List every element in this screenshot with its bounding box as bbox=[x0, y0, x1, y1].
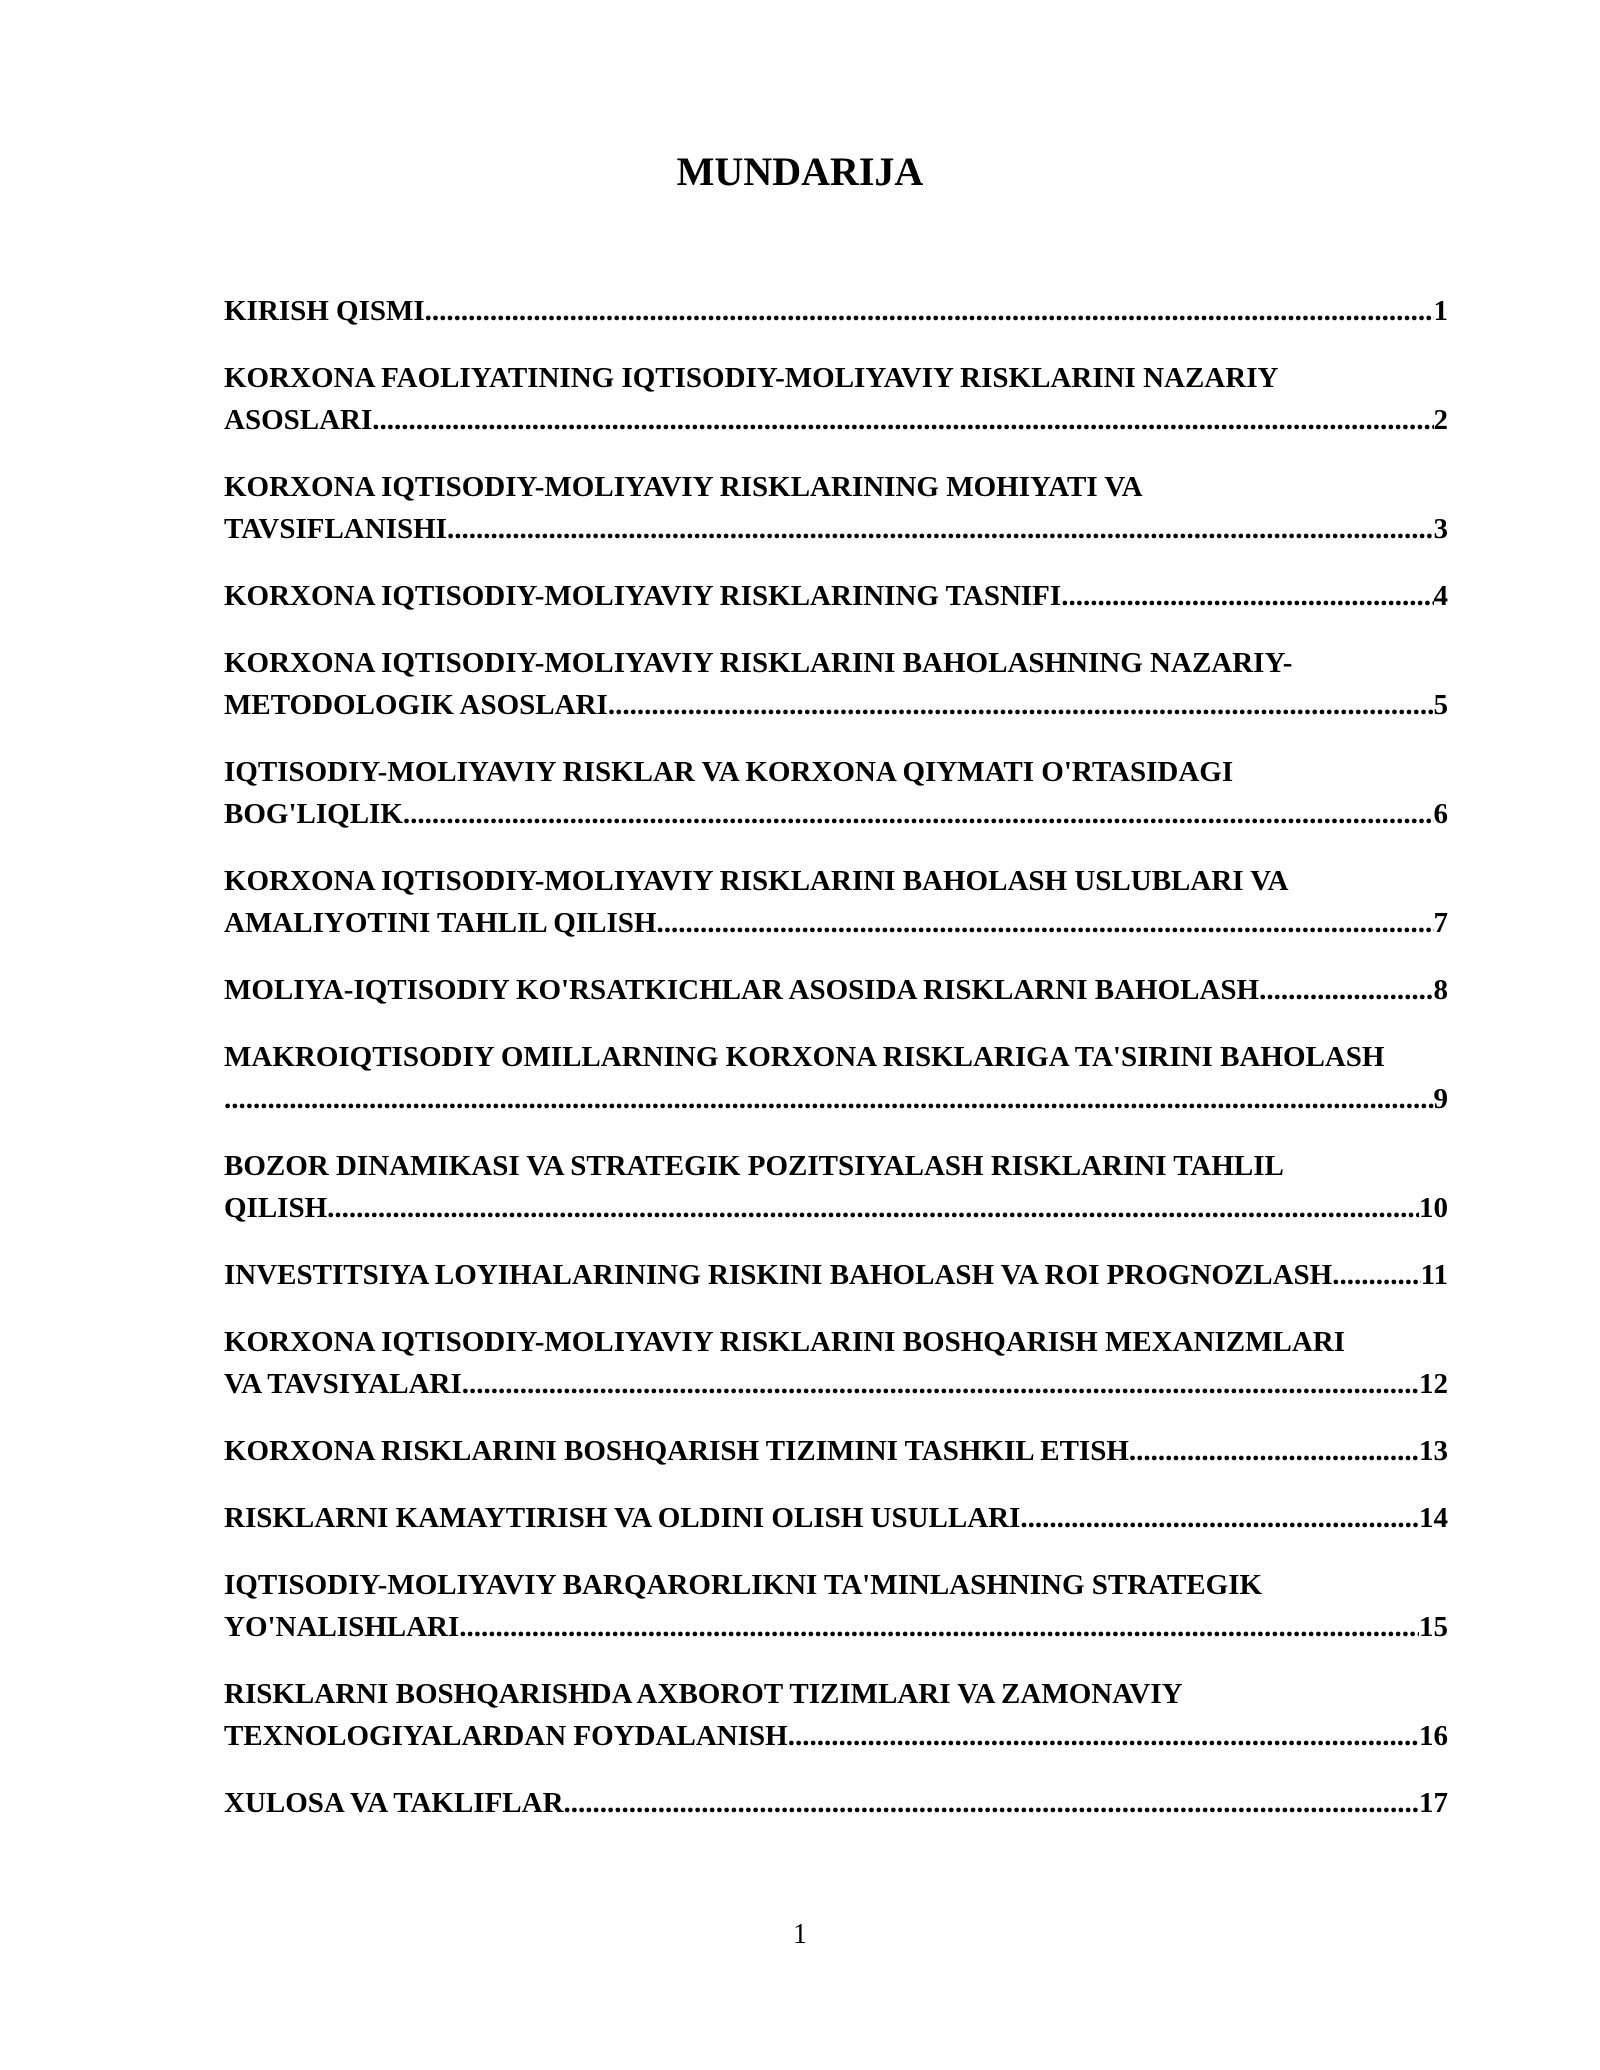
toc-page-number: 6 bbox=[1433, 798, 1448, 830]
toc-entry-last-line bbox=[224, 1187, 1448, 1229]
toc-entry[interactable] bbox=[224, 860, 1448, 944]
toc-entry-title: RISKLARNI KAMAYTIRISH VA OLDINI OLISH USULLARI bbox=[224, 1502, 1021, 1534]
toc-entry-title: KIRISH QISMI bbox=[224, 295, 425, 327]
toc-dot-leader bbox=[327, 1187, 1419, 1229]
toc-entry[interactable] bbox=[224, 642, 1448, 726]
toc-entry-last-line bbox=[224, 1606, 1448, 1648]
toc-entry-title-line: KORXONA IQTISODIY-MOLIYAVIY RISKLARINING MOHIYATI VA bbox=[224, 471, 1143, 503]
toc-page-number: 11 bbox=[1420, 1259, 1448, 1291]
toc-entry-title-line: MAKROIQTISODIY OMILLARNING KORXONA RISKLARIGA TA'SIRINI BAHOLASH bbox=[224, 1041, 1385, 1073]
toc-page-number: 5 bbox=[1433, 689, 1448, 721]
toc-page-number: 3 bbox=[1433, 513, 1448, 545]
toc-entry-last-line bbox=[224, 684, 1448, 726]
toc-page-number: 7 bbox=[1433, 907, 1448, 939]
toc-entry-title: QILISH bbox=[224, 1192, 328, 1224]
toc-dot-leader bbox=[608, 684, 1434, 726]
toc-entry[interactable] bbox=[224, 357, 1448, 441]
toc-entry[interactable] bbox=[224, 1782, 1448, 1824]
toc-entry-title: KORXONA IQTISODIY-MOLIYAVIY RISKLARINING TASNIFI bbox=[224, 580, 1062, 612]
toc-entry-last-line bbox=[224, 1715, 1448, 1757]
toc-entry[interactable] bbox=[224, 290, 1448, 332]
toc-dot-leader bbox=[1259, 969, 1433, 1011]
toc-entry-title-line: RISKLARNI BOSHQARISHDA AXBOROT TIZIMLARI VA ZAMONAVIY bbox=[224, 1678, 1183, 1710]
toc-page-number: 13 bbox=[1419, 1435, 1448, 1467]
toc-entry-title: TAVSIFLANISHI bbox=[224, 513, 447, 545]
toc-page-number: 8 bbox=[1433, 974, 1448, 1006]
toc-page-number: 17 bbox=[1419, 1787, 1448, 1819]
toc-entry-title-line: KORXONA FAOLIYATINING IQTISODIY-MOLIYAVIY RISKLARINI NAZARIY bbox=[224, 362, 1279, 394]
toc-entry[interactable] bbox=[224, 1430, 1448, 1472]
toc-page-number: 10 bbox=[1419, 1192, 1448, 1224]
toc-dot-leader bbox=[224, 1078, 1434, 1120]
toc-entry[interactable] bbox=[224, 1145, 1448, 1229]
toc-entry[interactable] bbox=[224, 1254, 1448, 1296]
toc-entry-last-line bbox=[224, 793, 1448, 835]
toc-entry-title-line: BOZOR DINAMIKASI VA STRATEGIK POZITSIYALASH RISKLARINI TAHLIL bbox=[224, 1150, 1284, 1182]
toc-entry-last-line bbox=[224, 1078, 1448, 1120]
toc-dot-leader bbox=[656, 902, 1433, 944]
toc-entry-last-line bbox=[224, 1782, 1448, 1824]
toc-entry-title: XULOSA VA TAKLIFLAR bbox=[224, 1787, 564, 1819]
toc-entry[interactable] bbox=[224, 969, 1448, 1011]
toc-page-number: 1 bbox=[1433, 295, 1448, 327]
toc-dot-leader bbox=[372, 399, 1433, 441]
toc-dot-leader bbox=[1020, 1497, 1419, 1539]
toc-entry-title: BOG'LIQLIK bbox=[224, 798, 403, 830]
page-title: MUNDARIJA bbox=[676, 149, 924, 194]
toc-entry-title-line: KORXONA IQTISODIY-MOLIYAVIY RISKLARINI BOSHQARISH MEXANIZMLARI bbox=[224, 1326, 1346, 1358]
toc-entry-last-line bbox=[224, 902, 1448, 944]
toc-entry-title-line: IQTISODIY-MOLIYAVIY RISKLAR VA KORXONA QIYMATI O'RTASIDAGI bbox=[224, 756, 1234, 788]
toc-dot-leader bbox=[425, 290, 1434, 332]
toc-page-number: 9 bbox=[1433, 1083, 1448, 1115]
toc-entry-last-line bbox=[224, 1254, 1448, 1296]
toc-entry-title: YO'NALISHLARI bbox=[224, 1611, 460, 1643]
toc-page-number: 16 bbox=[1419, 1720, 1448, 1752]
toc-entry[interactable] bbox=[224, 1321, 1448, 1405]
toc-dot-leader bbox=[403, 793, 1434, 835]
toc-dot-leader bbox=[788, 1715, 1419, 1757]
toc-page-number: 12 bbox=[1419, 1368, 1448, 1400]
toc-entry-title: VA TAVSIYALARI bbox=[224, 1368, 462, 1400]
toc-entry-last-line bbox=[224, 969, 1448, 1011]
toc-entry-title: INVESTITSIYA LOYIHALARINING RISKINI BAHOLASH VA ROI PROGNOZLASH bbox=[224, 1259, 1333, 1291]
toc-entry[interactable] bbox=[224, 575, 1448, 617]
toc-entry-title: MOLIYA-IQTISODIY KO'RSATKICHLAR ASOSIDA RISKLARNI BAHOLASH bbox=[224, 974, 1260, 1006]
toc-entry-last-line bbox=[224, 575, 1448, 617]
toc-dot-leader bbox=[564, 1782, 1419, 1824]
toc-entry-last-line bbox=[224, 1497, 1448, 1539]
toc-entry-title-line: IQTISODIY-MOLIYAVIY BARQARORLIKNI TA'MINLASHNING STRATEGIK bbox=[224, 1569, 1263, 1601]
toc-page-number: 15 bbox=[1419, 1611, 1448, 1643]
toc-entry[interactable] bbox=[224, 1497, 1448, 1539]
toc-entry-title: ASOSLARI bbox=[224, 404, 373, 436]
toc-entry-last-line bbox=[224, 1430, 1448, 1472]
toc-dot-leader bbox=[459, 1606, 1419, 1648]
toc-dot-leader bbox=[1129, 1430, 1419, 1472]
toc-entry-last-line bbox=[224, 399, 1448, 441]
toc-entry-title-line: KORXONA IQTISODIY-MOLIYAVIY RISKLARINI BAHOLASH USLUBLARI VA bbox=[224, 865, 1289, 897]
toc-page-number: 2 bbox=[1433, 404, 1448, 436]
footer-page-number: 1 bbox=[793, 1919, 807, 1950]
toc-entry-title-line: KORXONA IQTISODIY-MOLIYAVIY RISKLARINI BAHOLASHNING NAZARIY- bbox=[224, 647, 1293, 679]
toc-entry-title: AMALIYOTINI TAHLIL QILISH bbox=[224, 907, 657, 939]
table-of-contents bbox=[224, 290, 1448, 1849]
toc-entry[interactable] bbox=[224, 466, 1448, 550]
toc-dot-leader bbox=[462, 1363, 1419, 1405]
toc-entry-title: TEXNOLOGIYALARDAN FOYDALANISH bbox=[224, 1720, 788, 1752]
toc-page-number: 14 bbox=[1419, 1502, 1448, 1534]
toc-entry-title: KORXONA RISKLARINI BOSHQARISH TIZIMINI TASHKIL ETISH bbox=[224, 1435, 1129, 1467]
toc-page-number: 4 bbox=[1433, 580, 1448, 612]
toc-dot-leader bbox=[1061, 575, 1433, 617]
toc-entry-last-line bbox=[224, 290, 1448, 332]
toc-entry-last-line bbox=[224, 1363, 1448, 1405]
toc-entry-last-line bbox=[224, 508, 1448, 550]
toc-entry[interactable] bbox=[224, 1564, 1448, 1648]
toc-entry-title: METODOLOGIK ASOSLARI bbox=[224, 689, 608, 721]
toc-entry[interactable] bbox=[224, 751, 1448, 835]
toc-dot-leader bbox=[447, 508, 1434, 550]
toc-entry[interactable] bbox=[224, 1036, 1448, 1120]
toc-entry[interactable] bbox=[224, 1673, 1448, 1757]
toc-dot-leader bbox=[1332, 1254, 1420, 1296]
